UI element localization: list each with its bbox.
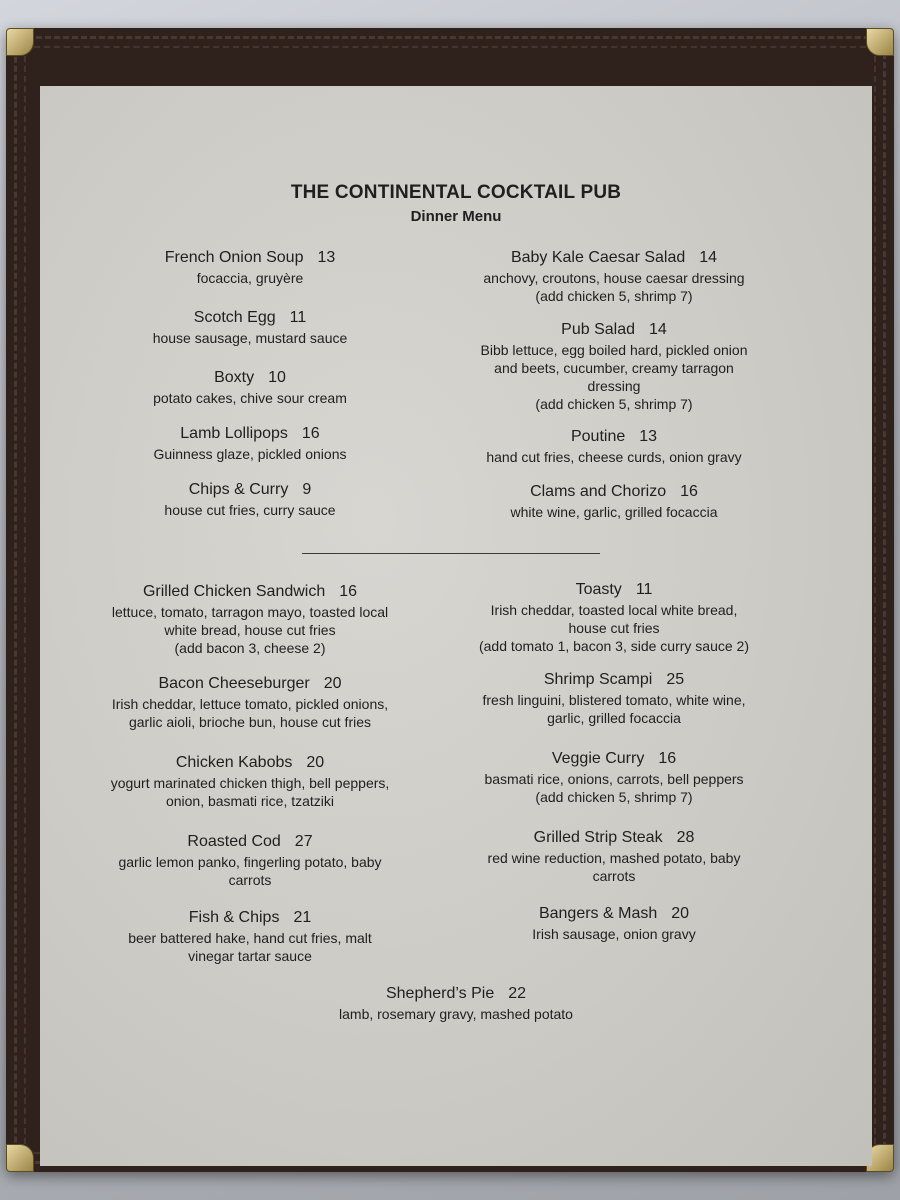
- item-description: Bibb lettuce, egg boiled hard, pickled onion: [480, 342, 748, 358]
- item-name: Poutine: [570, 428, 626, 445]
- item-name-line: [80, 753, 420, 773]
- item-description: Irish sausage, onion gravy: [532, 926, 696, 942]
- menu-holder: [6, 28, 894, 1172]
- item-description-addon: (add tomato 1, bacon 3, side curry sauce 2): [478, 638, 750, 654]
- item-description: anchovy, croutons, house caesar dressing: [483, 270, 745, 286]
- menu-item-roasted-cod: [80, 832, 420, 889]
- brass-corner-bottom-left: [6, 1144, 34, 1172]
- item-name: Fish & Chips: [188, 909, 280, 926]
- item-name-line: [444, 904, 784, 924]
- menu-item-grilled-strip-steak: [444, 828, 784, 885]
- item-price: 9: [302, 481, 312, 498]
- item-name-line: [80, 674, 420, 694]
- menu-item-grilled-chicken-sandwich: [80, 582, 420, 657]
- item-description: carrots: [592, 868, 636, 884]
- item-name-line: [80, 832, 420, 852]
- item-description: yogurt marinated chicken thigh, bell peppers,: [110, 775, 390, 791]
- item-description: garlic lemon panko, fingerling potato, baby: [118, 854, 382, 870]
- item-description: lettuce, tomato, tarragon mayo, toasted local: [111, 604, 389, 620]
- item-price: 20: [306, 754, 325, 771]
- menu-item-boxty: [80, 368, 420, 407]
- menu-item-toasty: [444, 580, 784, 655]
- menu-item-fish-and-chips: [80, 908, 420, 965]
- item-name: Baby Kale Caesar Salad: [510, 249, 686, 266]
- item-description: dressing: [587, 378, 641, 394]
- item-name: Roasted Cod: [187, 833, 281, 850]
- item-price: 14: [699, 249, 718, 266]
- item-name: Bangers & Mash: [538, 905, 658, 922]
- item-price: 27: [294, 833, 313, 850]
- item-price: 25: [666, 671, 685, 688]
- menu-item-baby-kale-caesar-salad: [444, 248, 784, 305]
- item-name: Lamb Lollipops: [180, 425, 288, 442]
- menu-item-bangers-and-mash: [444, 904, 784, 943]
- item-name: French Onion Soup: [164, 249, 304, 266]
- item-description: white wine, garlic, grilled focaccia: [510, 504, 718, 520]
- item-description: potato cakes, chive sour cream: [153, 390, 347, 406]
- section-divider: [302, 553, 600, 554]
- menu-item-poutine: [444, 427, 784, 466]
- item-name-line: [444, 248, 784, 268]
- brass-corner-top-left: [6, 28, 34, 56]
- item-price: 28: [676, 829, 695, 846]
- menu-item-bacon-cheeseburger: [80, 674, 420, 731]
- item-description: garlic aioli, brioche bun, house cut fries: [128, 714, 372, 730]
- item-name: Grilled Chicken Sandwich: [142, 583, 326, 600]
- item-name-line: [80, 308, 420, 328]
- item-name-line: [230, 984, 682, 1004]
- item-name: Toasty: [575, 581, 622, 598]
- item-name: Chicken Kabobs: [175, 754, 293, 771]
- item-name: Bacon Cheeseburger: [158, 675, 310, 692]
- item-description: onion, basmati rice, tzatziki: [165, 793, 335, 809]
- item-name: Clams and Chorizo: [530, 483, 667, 500]
- item-price: 10: [268, 369, 286, 386]
- item-name: Grilled Strip Steak: [533, 829, 663, 846]
- item-name: Pub Salad: [561, 321, 636, 338]
- item-price: 22: [508, 985, 527, 1002]
- item-description: house sausage, mustard sauce: [152, 330, 348, 346]
- item-description-addon: (add chicken 5, shrimp 7): [535, 288, 693, 304]
- item-price: 11: [635, 581, 653, 598]
- item-name-line: [80, 424, 420, 444]
- item-name-line: [444, 580, 784, 600]
- item-description: house cut fries: [568, 620, 660, 636]
- item-name: Shrimp Scampi: [543, 671, 653, 688]
- item-price: 16: [658, 750, 677, 767]
- item-description: basmati rice, onions, carrots, bell peppers: [484, 771, 744, 787]
- menu-item-chicken-kabobs: [80, 753, 420, 810]
- item-name: Shepherd’s Pie: [385, 985, 495, 1002]
- menu-header: [40, 182, 872, 225]
- menu-item-lamb-lollipops: [80, 424, 420, 463]
- item-description: house cut fries, curry sauce: [164, 502, 336, 518]
- menu-item-scotch-egg: [80, 308, 420, 347]
- item-description: hand cut fries, cheese curds, onion gravy: [486, 449, 742, 465]
- item-name-line: [444, 828, 784, 848]
- item-name: Chips & Curry: [188, 481, 289, 498]
- menu-item-pub-salad: [444, 320, 784, 413]
- item-description-addon: (add chicken 5, shrimp 7): [535, 396, 693, 412]
- menu-item-clams-and-chorizo: [444, 482, 784, 521]
- item-description: Irish cheddar, lettuce tomato, pickled onions,: [111, 696, 389, 712]
- item-price: 16: [680, 483, 698, 500]
- item-price: 13: [317, 249, 336, 266]
- item-description: garlic, grilled focaccia: [547, 710, 681, 726]
- menu-item-shepherds-pie: [230, 984, 682, 1023]
- menu-page: [40, 86, 872, 1166]
- item-price: 20: [671, 905, 690, 922]
- item-description: lamb, rosemary gravy, mashed potato: [339, 1006, 573, 1022]
- menu-item-chips-and-curry: [80, 480, 420, 519]
- item-name-line: [80, 908, 420, 928]
- item-name-line: [444, 670, 784, 690]
- item-description: beer battered hake, hand cut fries, malt: [128, 930, 372, 946]
- item-description: red wine reduction, mashed potato, baby: [487, 850, 741, 866]
- item-description: carrots: [228, 872, 272, 888]
- item-description-addon: (add chicken 5, shrimp 7): [535, 789, 693, 805]
- item-name-line: [444, 427, 784, 447]
- item-description: vinegar tartar sauce: [188, 948, 312, 964]
- item-name-line: [80, 248, 420, 268]
- item-description-addon: (add bacon 3, cheese 2): [174, 640, 326, 656]
- item-description: white bread, house cut fries: [164, 622, 336, 638]
- item-price: 14: [649, 321, 667, 338]
- menu-item-veggie-curry: [444, 749, 784, 806]
- item-description: Guinness glaze, pickled onions: [153, 446, 347, 462]
- item-description: fresh linguini, blistered tomato, white wine,: [482, 692, 746, 708]
- menu-subtitle: Dinner Menu: [410, 208, 502, 225]
- item-price: 20: [323, 675, 342, 692]
- brass-corner-top-right: [866, 28, 894, 56]
- item-name-line: [80, 368, 420, 388]
- item-description: focaccia, gruyère: [196, 270, 304, 286]
- item-name-line: [80, 582, 420, 602]
- item-description: and beets, cucumber, creamy tarragon: [494, 360, 734, 376]
- menu-item-shrimp-scampi: [444, 670, 784, 727]
- item-name: Scotch Egg: [193, 309, 276, 326]
- menu-item-french-onion-soup: [80, 248, 420, 287]
- item-name-line: [80, 480, 420, 500]
- item-price: 21: [293, 909, 312, 926]
- item-price: 13: [639, 428, 658, 445]
- item-name: Boxty: [214, 369, 255, 386]
- item-price: 16: [339, 583, 358, 600]
- item-description: Irish cheddar, toasted local white bread,: [490, 602, 738, 618]
- item-name: Veggie Curry: [551, 750, 645, 767]
- item-price: 11: [289, 309, 307, 326]
- menu-title: THE CONTINENTAL COCKTAIL PUB: [290, 182, 622, 203]
- item-name-line: [444, 749, 784, 769]
- item-name-line: [444, 320, 784, 340]
- item-name-line: [444, 482, 784, 502]
- item-price: 16: [301, 425, 320, 442]
